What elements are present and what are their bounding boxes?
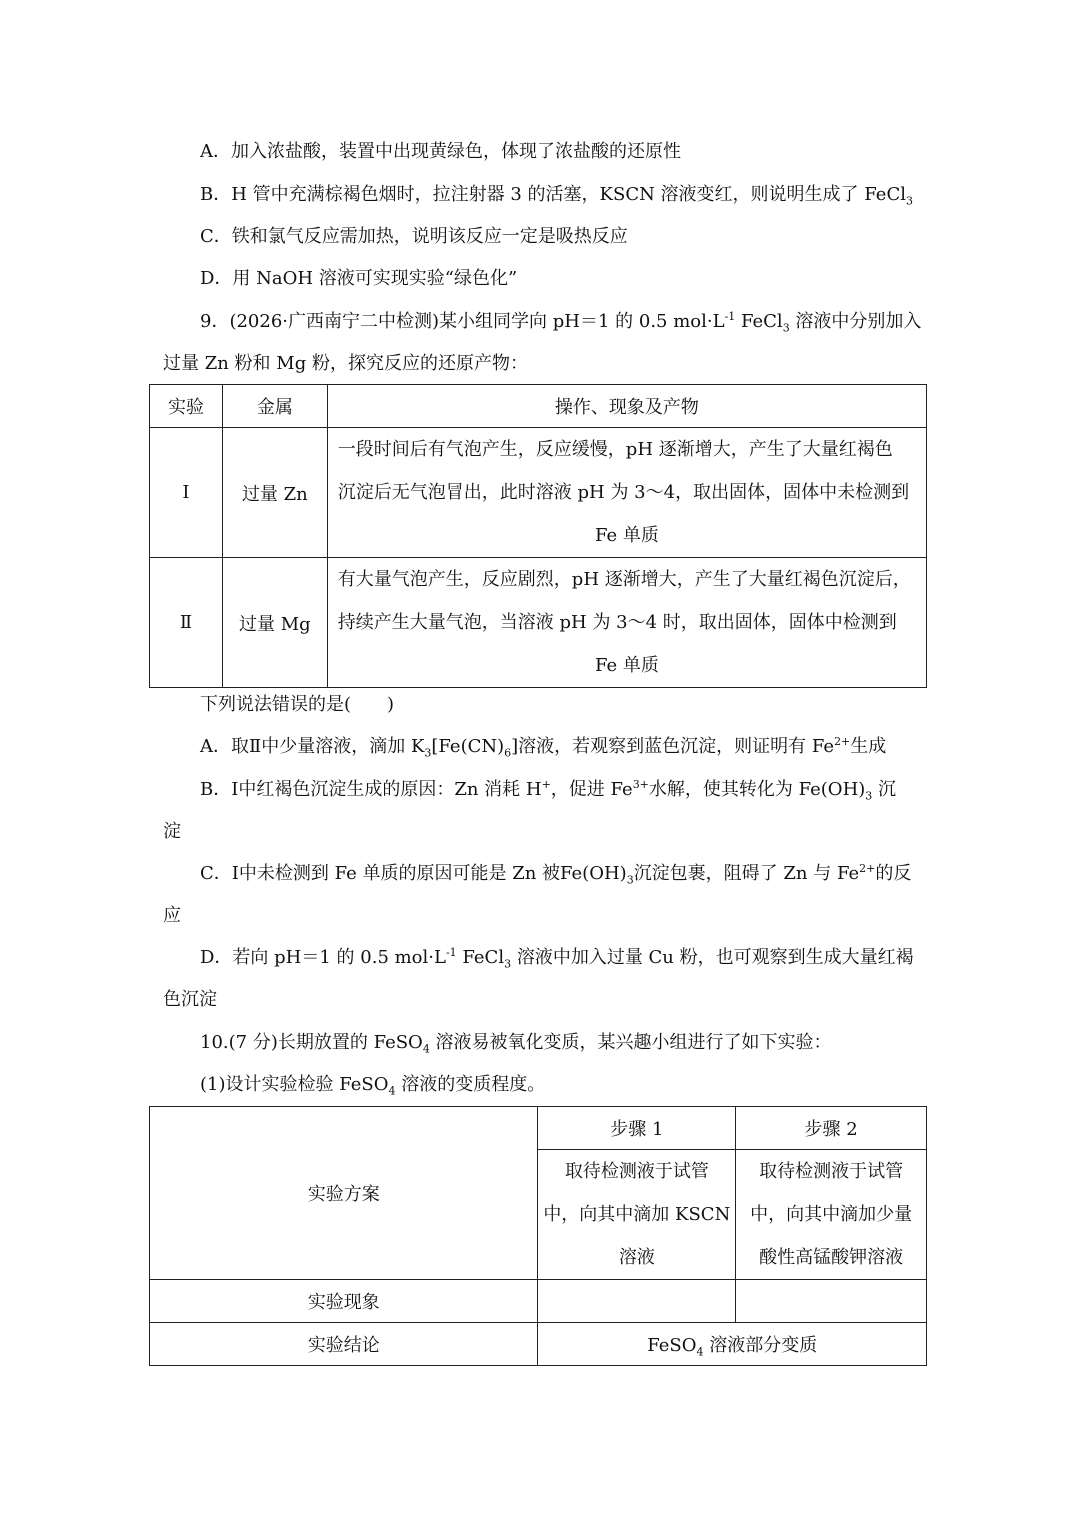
q9-option-b-cont: 淀	[163, 821, 181, 842]
q9-row2-detail: 有大量气泡产生，反应剧烈，pH 逐渐增大，产生了大量红褐色沉淀后， 持续产生大量气泡，当溶液 pH 为 3～4 时，取出固体，固体中检测到 Fe 单质	[327, 558, 926, 688]
q10-sub1: (1)设计实验检验 FeSO$_4$ 溶液的变质程度。	[200, 1074, 546, 1098]
q10-step2-content: 取待检测液于试管 中，向其中滴加少量 酸性高锰酸钾溶液	[736, 1150, 927, 1280]
q9-header-detail: 操作、现象及产物	[327, 385, 926, 428]
table-row	[150, 1107, 927, 1150]
q9-header-metal: 金属	[222, 385, 327, 428]
q10-stem: 10.(7 分)长期放置的 FeSO$_4$ 溶液易被氧化变质，某兴趣小组进行了如下实验：	[200, 1032, 832, 1056]
q9-question: 下列说法错误的是( )	[200, 694, 395, 715]
q9-option-c: C．Ⅰ中未检测到 Fe 单质的原因可能是 Zn 被$Fe(OH)_3$沉淀包裹，阻碍了 Zn 与 $Fe^{2+}$的反	[200, 862, 912, 887]
q10-table	[149, 1106, 927, 1366]
table-row	[150, 1323, 927, 1366]
q9-option-c-cont: 应	[163, 905, 181, 926]
q8-option-b: B．H 管中充满棕褐色烟时，拉注射器 3 的活塞，KSCN 溶液变红，则说明生成了 FeCl$_3$	[200, 184, 913, 208]
q10-phenomenon-label: 实验现象	[150, 1280, 538, 1323]
q9-row1-metal: 过量 Zn	[222, 428, 327, 558]
q9-option-a: A．取Ⅱ中少量溶液，滴加 $K_3[Fe(CN)_6]$溶液，若观察到蓝色沉淀，则证明有 $Fe^{2+}$生成	[200, 735, 887, 760]
q9-row1-detail: 一段时间后有气泡产生，反应缓慢，pH 逐渐增大，产生了大量红褐色 沉淀后无气泡冒出，此时溶液 pH 为 3～4，取出固体，固体中未检测到 Fe 单质	[327, 428, 926, 558]
q10-plan-label: 实验方案	[150, 1107, 538, 1280]
q10-conclusion-value: FeSO$_4$ 溶液部分变质	[538, 1323, 927, 1366]
q9-stem-line1: 9．(2026·广西南宁二中检测)某小组同学向 pH＝1 的 0.5 $mol\cdot L^{-1}$ FeCl$_3$ 溶液中分别加入	[200, 310, 922, 335]
q10-phenomenon-step2	[736, 1280, 927, 1323]
q10-phenomenon-step1	[538, 1280, 736, 1323]
q9-row2-exp: Ⅱ	[150, 558, 223, 688]
q9-row1-exp: Ⅰ	[150, 428, 223, 558]
table-row	[150, 428, 927, 558]
q8-option-a: A．加入浓盐酸，装置中出现黄绿色，体现了浓盐酸的还原性	[200, 141, 681, 162]
q9-option-b: B．Ⅰ中红褐色沉淀生成的原因：Zn 消耗 H+，促进 $Fe^{3+}$水解，使其转化为 $Fe(OH)_3$ 沉	[200, 778, 897, 803]
q9-option-d: D．若向 pH＝1 的 0.5 $mol\cdot L^{-1}$ FeCl$_3$ 溶液中加入过量 Cu 粉，也可观察到生成大量红褐	[200, 946, 914, 971]
q9-table	[149, 384, 927, 688]
table-row	[150, 558, 927, 688]
q10-conclusion-label: 实验结论	[150, 1323, 538, 1366]
q9-header-exp: 实验	[150, 385, 223, 428]
q10-step1-header: 步骤 1	[538, 1107, 736, 1150]
table-row	[150, 1280, 927, 1323]
q10-step2-header: 步骤 2	[736, 1107, 927, 1150]
q9-stem-line2: 过量 Zn 粉和 Mg 粉，探究反应的还原产物：	[163, 353, 528, 374]
q8-option-c: C．铁和氯气反应需加热，说明该反应一定是吸热反应	[200, 226, 628, 247]
q9-row2-metal: 过量 Mg	[222, 558, 327, 688]
q9-option-d-cont: 色沉淀	[163, 989, 217, 1010]
q8-option-d: D．用 NaOH 溶液可实现实验“绿色化”	[200, 268, 518, 289]
q9-table-header-row	[150, 385, 927, 428]
q10-step1-content: 取待检测液于试管 中，向其中滴加 KSCN 溶液	[538, 1150, 736, 1280]
